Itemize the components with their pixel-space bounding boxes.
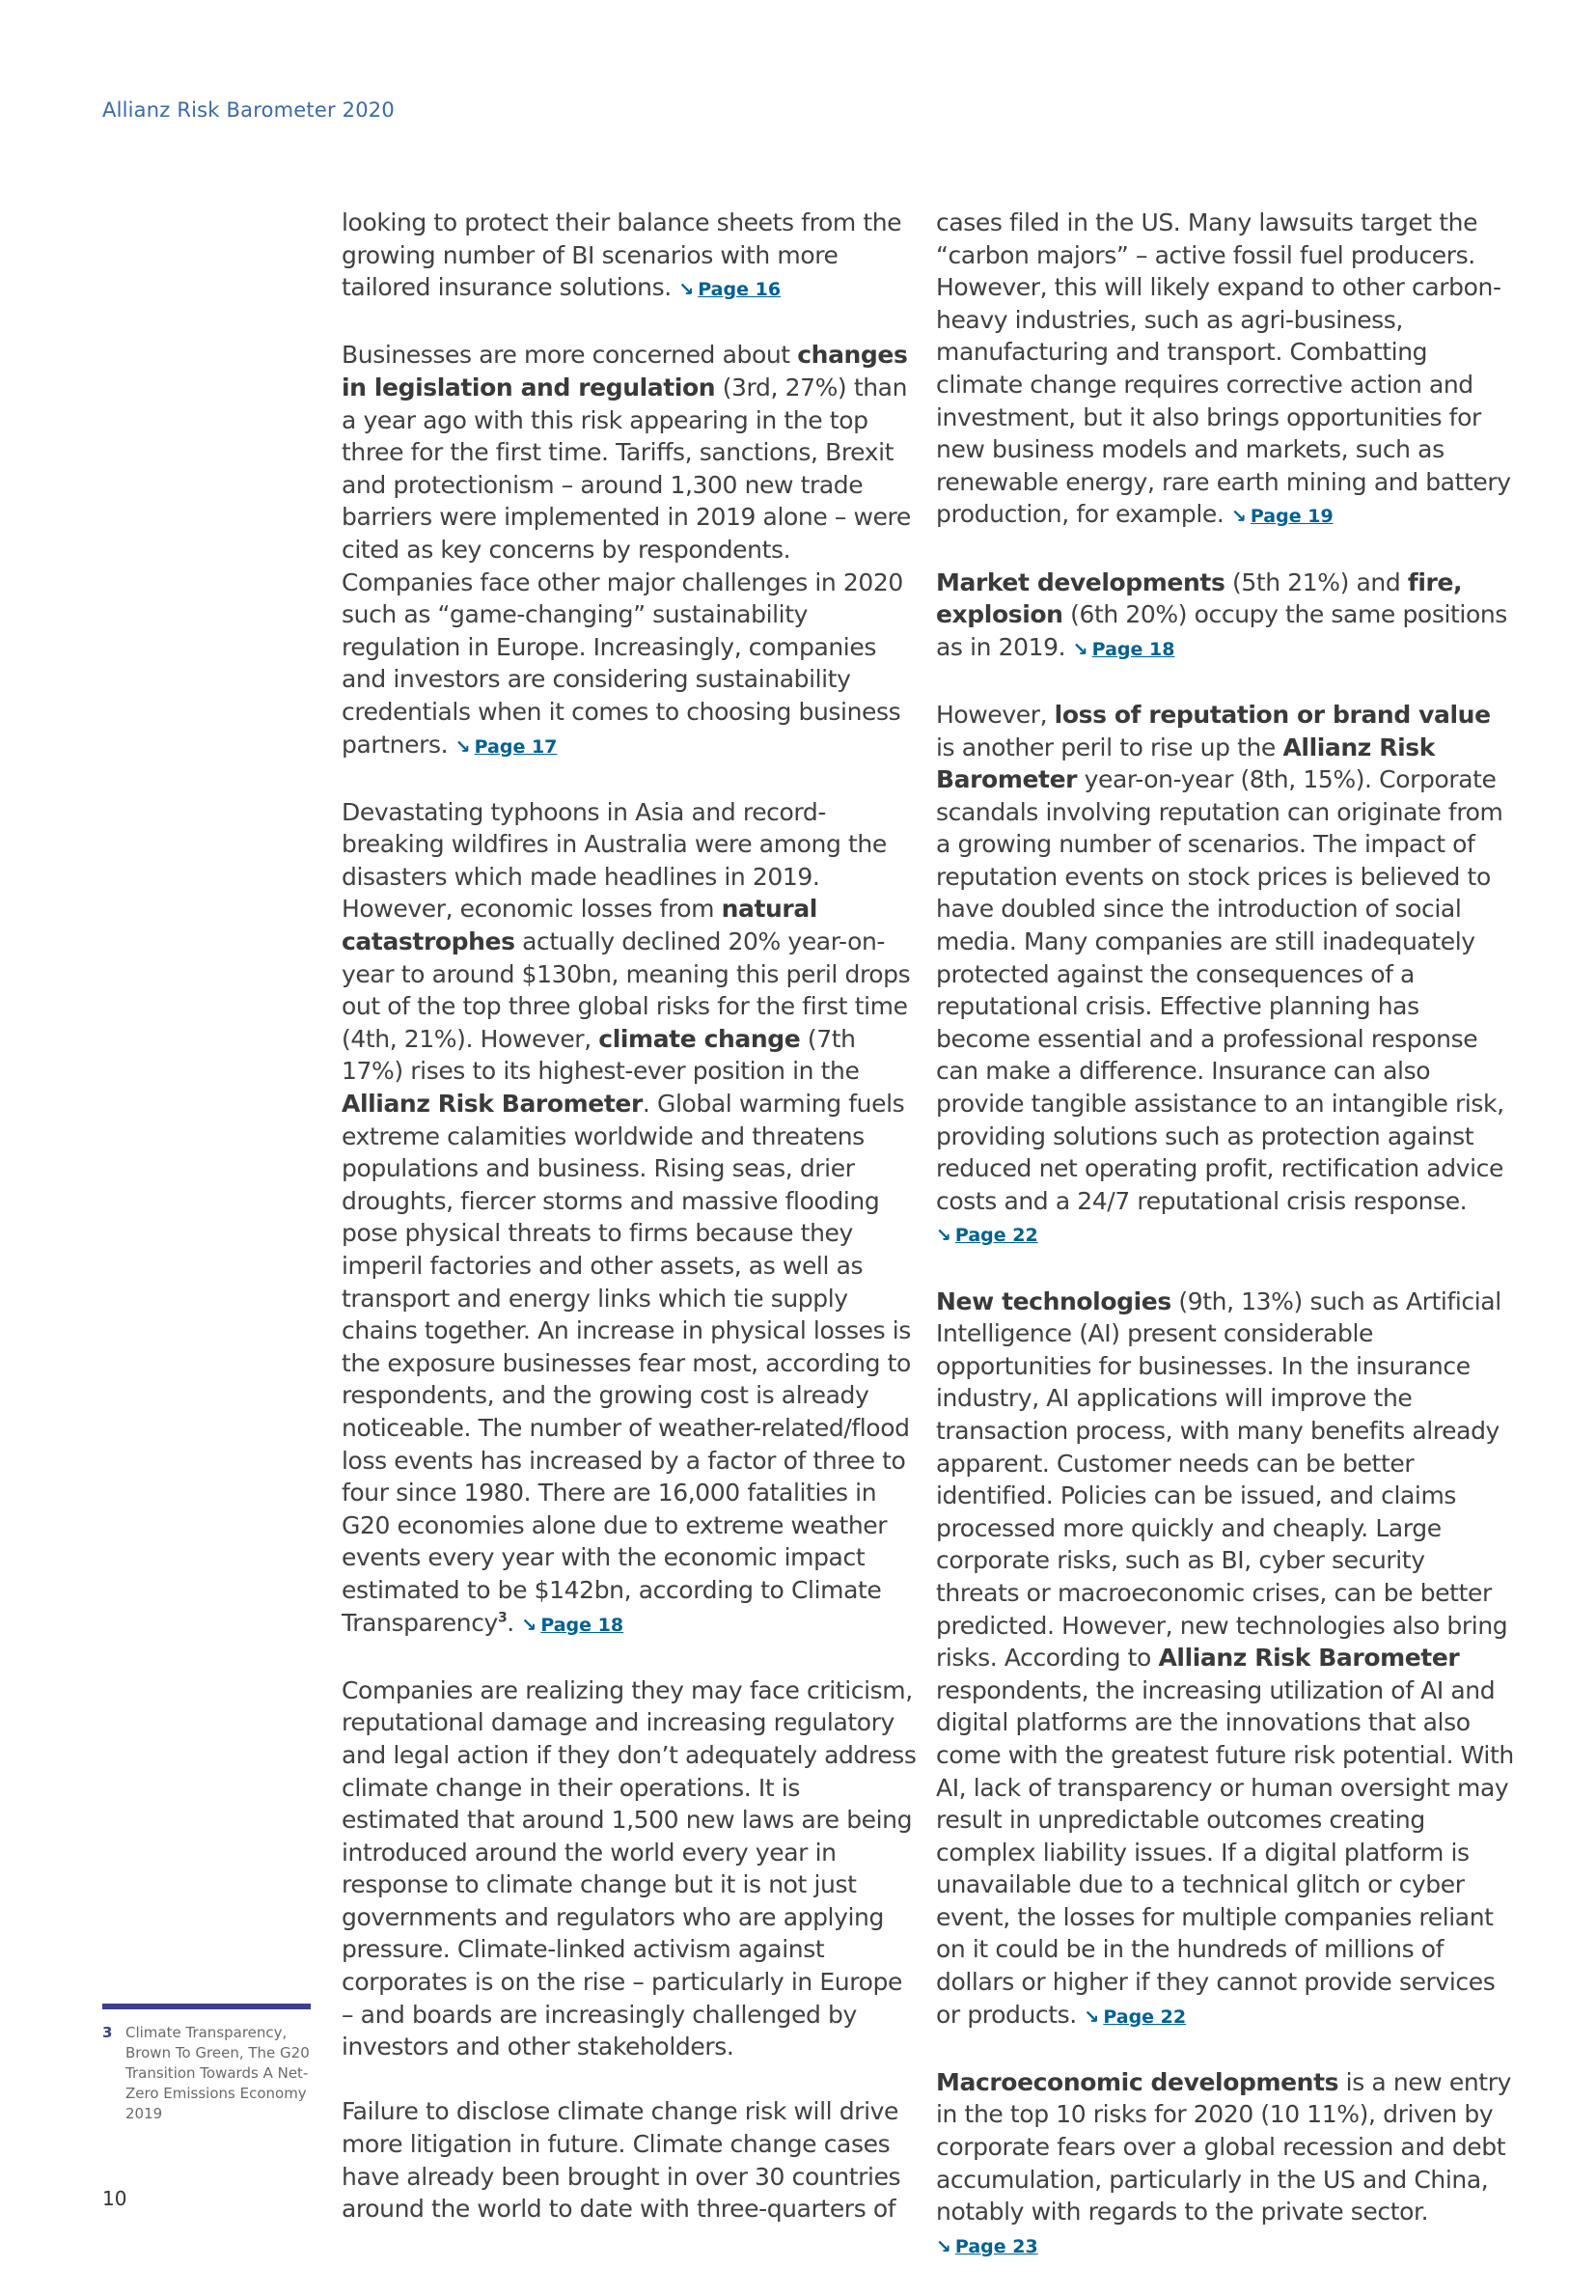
paragraph-climate-litigation: [342, 2095, 921, 2225]
text: (6th 20%) occupy the same positions as in 2019.: [936, 600, 1507, 661]
paragraph-carbon-majors: [936, 207, 1515, 534]
footnote-number: 3: [102, 2024, 113, 2041]
page-link-17[interactable]: [455, 736, 558, 758]
paragraph-climate-criticism: [342, 1674, 921, 2063]
paragraph-new-technologies: [936, 1286, 1515, 2034]
bold-term: fire, explosion: [936, 567, 1463, 629]
bold-term: climate change: [598, 1024, 801, 1053]
bold-term: Allianz Risk Barometer: [342, 1090, 643, 1119]
text: cases filed in the US. Many lawsuits target the “carbon majors” – active fossil fuel producers. However, this will likely expand to other carbon-heavy industries, such as agri-business, manufacturing and transport. Combatting climate change requires corrective action and investment, but it also brings opportunities for new business models and markets, such as renewable energy, rare earth mining and battery production, for example.: [936, 208, 1511, 529]
arrow-down-right-icon: ↘: [936, 2235, 951, 2257]
bold-term: Macroeconomic developments: [936, 2067, 1339, 2096]
paragraph-bi-insurance: [342, 207, 921, 307]
left-column: [342, 207, 921, 2257]
text: .: [507, 1608, 522, 1637]
text: Companies are realizing they may face criticism, reputational damage and increasing regulatory and legal action if they don’t adequately address climate change in their operations. It is estimated that around 1,500 new laws are being introduced around the world every year in response to climate change but it is not just governments and regulators who are applying pressure. Climate-linked activism against corporates is on the rise – particularly in Europe – and boards are increasingly challenged by investors and other stakeholders.: [342, 1675, 917, 2061]
text: (7th 17%) rises to its highest-ever position in the: [342, 1024, 860, 1086]
page-link-16[interactable]: [678, 279, 781, 300]
text: actually declined 20% year-on-year to around $130bn, meaning this peril drops out of the top three global risks for the first time (4th, 21%). However,: [342, 927, 911, 1053]
bold-term: Allianz Risk Barometer: [1158, 1644, 1460, 1673]
page-link-22[interactable]: [1084, 2006, 1186, 2028]
bold-term: Market developments: [936, 567, 1225, 596]
paragraph-macroeconomic: [936, 2066, 1515, 2264]
page-number: 10: [102, 2187, 127, 2210]
paragraph-reputation: [936, 699, 1515, 1253]
page-link-label: Page 18: [540, 1614, 624, 1636]
text: is a new entry in the top 10 risks for 2020 (10 11%), driven by corporate fears over a global recession and debt accumulation, particularly in the US and China, notably with regards to the private sector.: [936, 2067, 1511, 2227]
arrow-down-right-icon: ↘: [678, 279, 695, 301]
text: However,: [936, 700, 1055, 729]
text: (9th, 13%) such as Artificial Intelligence (AI) present considerable opportunities for businesses. In the insurance industry, AI applications will improve the transaction process, with many benefits already apparent. Customer needs can be better identified. Policies can be issued, and claims processed more quickly and cheaply. Large corporate risks, such as BI, cyber security threats or macroeconomic crises, can be better predicted. However, new technologies also bring risks. According to: [936, 1286, 1508, 1673]
text: year-on-year (8th, 15%). Corporate scandals involving reputation can originate from a growing number of scenarios. The impact of reputation events on stock prices is believed to have doubled since the introduction of social media. Many companies are still inadequately protected against the consequences of a reputational crisis. Effective planning has become essential and a professional response can make a difference. Insurance can also provide tangible assistance to an intangible risk, providing solutions such as protection against reduced net operating profit, rectification advice costs and a 24/7 reputational crisis response.: [936, 765, 1504, 1215]
page-link-label: Page 18: [1091, 638, 1175, 660]
text: is another peril to rise up the: [936, 733, 1283, 761]
page-link-23[interactable]: [936, 2236, 1038, 2257]
paragraph-legislation: [342, 339, 921, 763]
arrow-down-right-icon: ↘: [1072, 638, 1088, 660]
text: (3rd, 27%) than a year ago with this risk appearing in the top three for the first time. Tariffs, sanctions, Brexit and protectionism – around 1,300 new trade barriers were implemented in 2019 alone – were cited as key concerns by respondents. Companies face other major challenges in 2020 such as “game-changing” sustainability regulation in Europe. Increasingly, companies and investors are considering sustainability credentials when it comes to choosing business partners.: [342, 373, 911, 759]
text: . Global warming fuels extreme calamities worldwide and threatens populations and business. Rising seas, drier droughts, fiercer storms and massive flooding pose physical threats to firms because they imperil factories and other assets, as well as transport and energy links which tie supply chains together. An increase in physical losses is the exposure businesses fear most, according to respondents, and the growing cost is already noticeable. The number of weather-related/flood loss events has increased by a factor of three to four since 1980. There are 16,000 fatalities in G20 economies alone due to extreme weather events every year with the economic impact estimated to be $142bn, according to Climate Transparency: [342, 1090, 911, 1637]
footnote-divider: [102, 2004, 311, 2009]
running-header: Allianz Risk Barometer 2020: [102, 98, 395, 122]
right-column: [936, 207, 1515, 2296]
footnote-text: Climate Transparency, Brown To Green, The G20 Transition Towards A Net-Zero Emissions Economy 2019: [125, 2024, 310, 2122]
arrow-down-right-icon: ↘: [1084, 2006, 1100, 2028]
arrow-down-right-icon: ↘: [936, 1225, 951, 1247]
paragraph-market-developments: [936, 567, 1515, 667]
arrow-down-right-icon: ↘: [454, 735, 471, 758]
page-link-label: Page 19: [1250, 506, 1334, 528]
bold-term: loss of reputation or brand value: [1054, 700, 1491, 729]
page-link-19[interactable]: [1231, 506, 1334, 527]
bold-term: changes in legislation and regulation: [342, 341, 908, 401]
page-link-22[interactable]: [936, 1225, 1038, 1246]
paragraph-natural-catastrophes: [342, 796, 921, 1642]
text: (5th 21%) and: [1225, 567, 1408, 596]
arrow-down-right-icon: ↘: [521, 1614, 537, 1636]
bold-term: Allianz Risk Barometer: [936, 733, 1435, 794]
text: respondents, the increasing utilization of AI and digital platforms are the innovations that also come with the greatest future risk potential. With AI, lack of transparency or human oversight may result in unpredictable outcomes creating complex liability issues. If a digital platform is unavailable due to a technical glitch or cyber event, the losses for multiple companies reliant on it could be in the hundreds of millions of dollars or higher if they cannot provide services or products.: [936, 1675, 1514, 2029]
text: Failure to disclose climate change risk will drive more litigation in future. Climate change cases have already been brought in over 30 countries around the world to date with three-quarters of: [342, 2097, 901, 2224]
text: Devastating typhoons in Asia and record-breaking wildfires in Australia were among the disasters which made headlines in 2019. However, economic losses from: [342, 797, 887, 924]
bold-term: New technologies: [936, 1286, 1171, 1315]
page-link-18[interactable]: [521, 1615, 623, 1636]
bold-term: natural catastrophes: [342, 895, 817, 956]
arrow-down-right-icon: ↘: [1230, 506, 1247, 528]
text: Businesses are more concerned about: [342, 341, 798, 370]
text: looking to protect their balance sheets from the growing number of BI scenarios with more tailored insurance solutions.: [342, 208, 902, 302]
page-link-label: Page 16: [698, 279, 782, 301]
footnote-marker[interactable]: 3: [497, 1610, 508, 1626]
page-link-label: Page 22: [1103, 2006, 1187, 2028]
page-link-18[interactable]: [1073, 639, 1175, 660]
page-link-label: Page 23: [954, 2235, 1038, 2257]
page-link-label: Page 22: [954, 1225, 1038, 1247]
footnote: [102, 2023, 315, 2124]
page-link-label: Page 17: [474, 735, 558, 758]
